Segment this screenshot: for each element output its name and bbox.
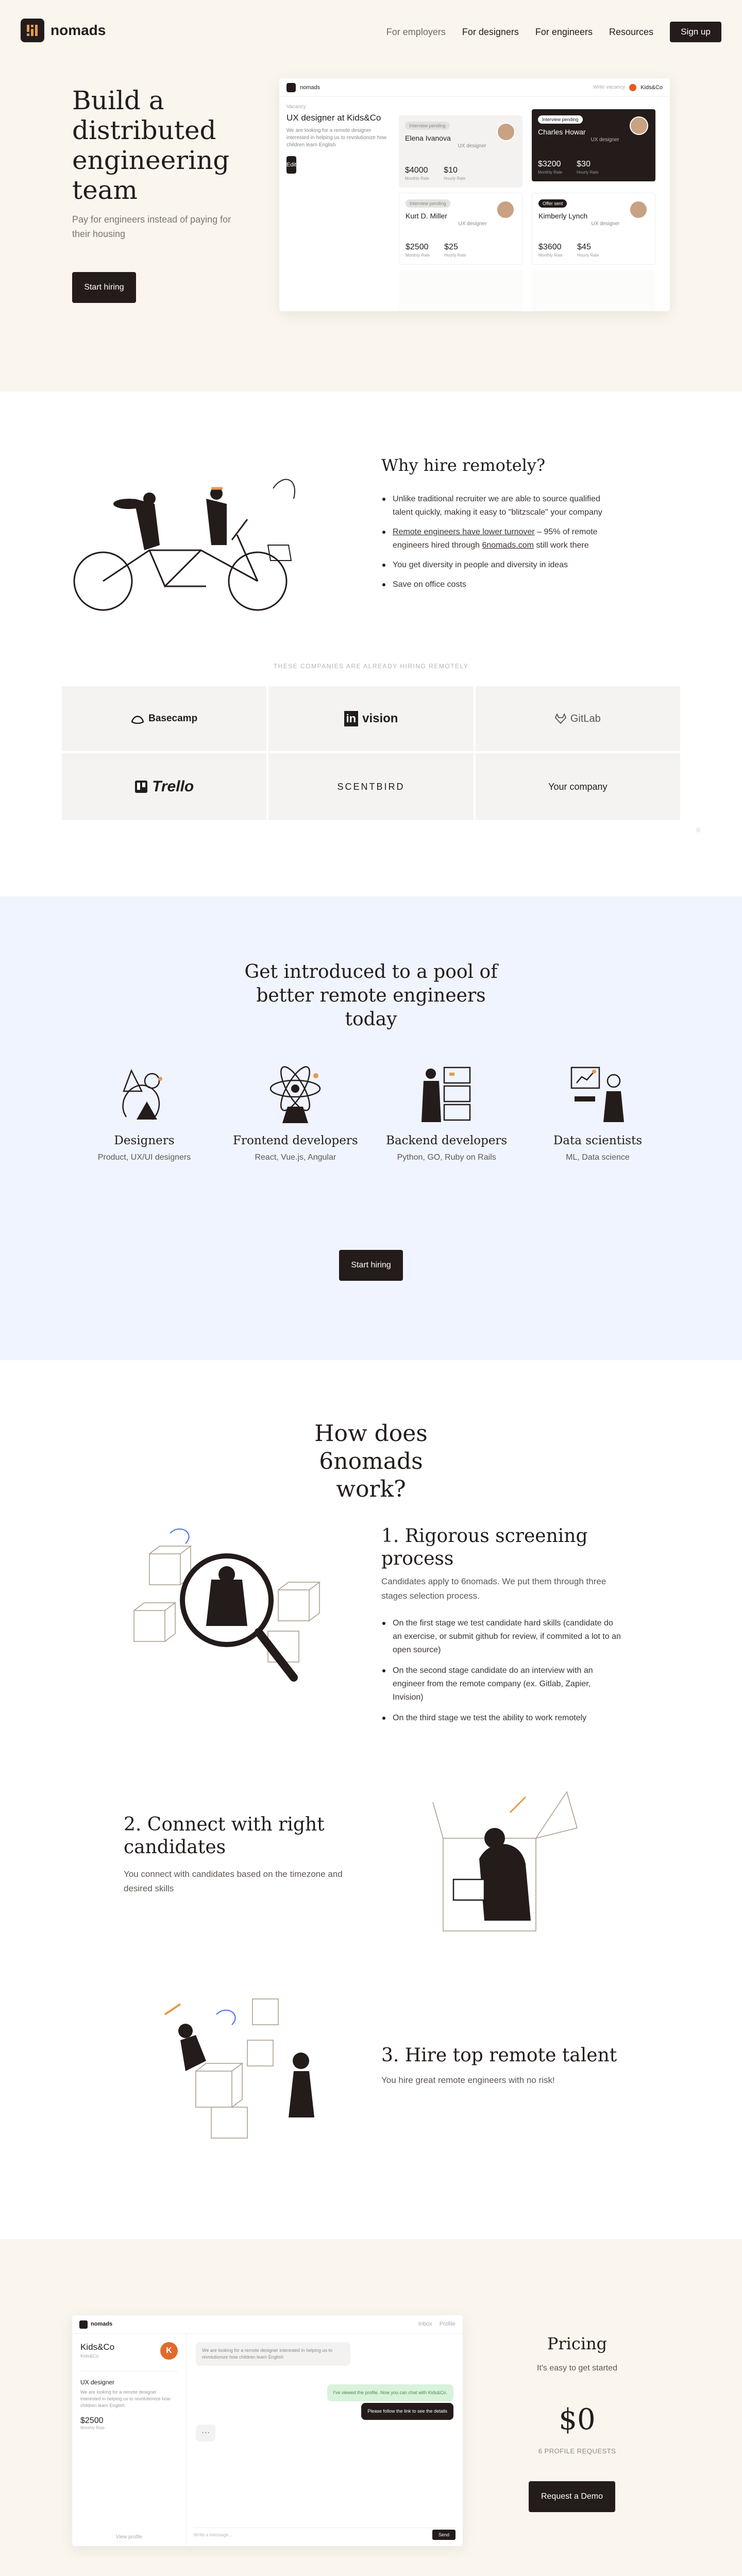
role-title: Frontend developers	[233, 1134, 358, 1147]
logo-mark-icon	[79, 2320, 88, 2329]
avatar	[496, 200, 515, 219]
logo-mark-icon	[21, 19, 44, 42]
tandem-bicycle-illustration	[72, 468, 309, 622]
tab-inbox[interactable]: Inbox	[418, 2321, 432, 2327]
hero-subtitle: Pay for engineers instead of paying for their housing	[72, 214, 231, 239]
role-frontend	[228, 1060, 362, 1162]
invision-logo	[268, 686, 473, 751]
step-1-item: On the first stage we test candidate hard skills (candidate do an exercise, or submit github for review, if commited a lot to an open source)	[381, 1617, 623, 1657]
avatar: K	[160, 2342, 178, 2360]
logo-text: nomads	[50, 22, 106, 38]
logo[interactable]	[21, 19, 106, 42]
decorative-dot	[696, 827, 701, 833]
company-subtitle: Kids&Co	[80, 2353, 99, 2359]
vacancy-panel	[286, 104, 390, 174]
your-company-label: Your company	[548, 781, 608, 792]
role-backend	[380, 1060, 514, 1162]
monthly-rate-label: Monthly Rate	[538, 253, 563, 258]
vacancy-title: UX designer at Kids&Co	[286, 113, 381, 123]
how-title: How does 6nomads work?	[314, 1420, 428, 1502]
monthly-rate: $2500	[406, 243, 429, 251]
why-item: Save on office costs	[381, 578, 613, 591]
gitlab-name: GitLab	[570, 713, 601, 724]
why-section	[0, 392, 742, 896]
why-item: You get diversity in people and diversity in ideas	[381, 558, 613, 572]
talent-pool-section	[0, 896, 742, 1360]
hero-section	[0, 0, 742, 392]
nav-for-designers[interactable]: For designers	[462, 26, 519, 37]
step-3-description: You hire great remote engineers with no risk!	[381, 2075, 555, 2085]
message-incoming: We are looking for a remote designer interested in helping us to revolutionize how children learn English	[196, 2342, 350, 2366]
view-profile-link[interactable]: View profile	[115, 2534, 143, 2540]
monthly-rate-label: Monthly Rate	[538, 170, 563, 175]
send-button[interactable]: Send	[432, 2530, 456, 2540]
role-data-scientists	[531, 1060, 665, 1162]
header	[21, 19, 721, 45]
role-list	[77, 1060, 665, 1162]
candidate-role: UX designer	[458, 143, 486, 149]
turnover-text: – 95% of remote engineers hired through	[393, 528, 598, 550]
role-designers	[77, 1060, 211, 1162]
chat-header	[72, 2315, 463, 2334]
frontend-illustration-icon	[262, 1060, 329, 1127]
status-badge: Interview pending	[406, 199, 450, 208]
why-item	[381, 526, 613, 552]
nav-for-employers[interactable]: For employers	[386, 26, 446, 37]
candidate-name: Kurt D. Miller	[406, 212, 447, 220]
step-1-description: Candidates apply to 6nomads. We put them through three stages selection process.	[381, 1577, 606, 1601]
6nomads-link[interactable]: 6nomads.com	[482, 541, 534, 550]
turnover-link[interactable]: Remote engineers have lower turnover	[393, 528, 535, 536]
candidate-card[interactable]	[399, 115, 522, 188]
avatar	[629, 200, 648, 219]
hourly-rate-label: Hourly Rate	[577, 170, 599, 175]
step-1-item: On the third stage we test the ability to work remotely	[381, 1711, 623, 1725]
scentbird-logo	[268, 753, 473, 820]
hero-title: Build a distributed engineering team	[72, 86, 230, 205]
job-rate-label: Monthly Rate	[80, 2426, 105, 2430]
your-company-tile[interactable]	[476, 753, 680, 820]
tab-profile[interactable]: Profile	[439, 2321, 456, 2327]
hourly-rate: $30	[577, 160, 591, 168]
pricing-section	[0, 2239, 742, 2576]
basecamp-name: Basecamp	[148, 713, 198, 724]
candidate-name: Elena Ivanova	[405, 134, 451, 142]
job-description: We are looking for a remote designer interested in helping us to revolutionize how children learn English	[80, 2389, 171, 2408]
write-vacancy-link[interactable]: Write vacancy	[593, 84, 626, 90]
connect-box-illustration	[423, 1782, 587, 1941]
step-1-list	[381, 1617, 623, 1732]
pricing-subtitle: It's easy to get started	[536, 2364, 618, 2372]
chat-sidebar	[72, 2334, 187, 2546]
basecamp-logo	[62, 686, 266, 751]
gitlab-logo	[476, 686, 680, 751]
trello-icon	[134, 780, 148, 793]
why-item: Unlike traditional recruiter we are able to source qualified talent quickly, making it easy to "blitzscale" your company	[381, 493, 613, 519]
status-badge: Offer sent	[538, 199, 567, 208]
account-name[interactable]: Kids&Co	[640, 84, 663, 91]
message-input[interactable]: Write a message...	[194, 2528, 456, 2541]
how-it-works-section	[0, 1360, 742, 2239]
turnover-suffix: still work there	[533, 541, 589, 550]
hourly-rate: $10	[444, 166, 458, 175]
candidate-card-faded	[532, 270, 655, 311]
pool-title: Get introduced to a pool of better remote engineers today	[244, 961, 498, 1030]
candidate-card[interactable]	[532, 193, 655, 265]
screening-magnifier-illustration	[124, 1523, 345, 1698]
role-subtitle: React, Vue.js, Angular	[255, 1153, 336, 1162]
why-list	[381, 493, 613, 598]
job-title: UX designer	[80, 2379, 115, 2386]
message-system: I've viewed the profile. Now you can chat with Kids&Co.	[327, 2384, 453, 2401]
nav-resources[interactable]: Resources	[609, 26, 653, 37]
chat-brand: nomads	[91, 2321, 113, 2327]
dashboard-topbar	[279, 78, 670, 97]
step-2-description: You connect with candidates based on the timezone and desired skills	[124, 1869, 343, 1893]
vacancy-description: We are looking for a remote designer interested in helping us to revolutionize how children learn English	[286, 128, 387, 148]
invision-name: vision	[362, 711, 398, 725]
candidate-name: Charles Howar	[538, 128, 586, 136]
hourly-rate-label: Hourly Rate	[577, 253, 599, 258]
logo-mark-icon	[286, 83, 296, 92]
monthly-rate: $3600	[538, 243, 562, 251]
candidate-role: UX designer	[458, 221, 487, 227]
step-1-item: On the second stage candidate do an interview with an engineer from the remote company (ex. Gitlab, Zapier, Invision)	[381, 1664, 623, 1704]
role-subtitle: Python, GO, Ruby on Rails	[397, 1153, 496, 1162]
role-title: Data scientists	[553, 1134, 643, 1147]
why-title: Why hire remotely?	[381, 455, 546, 475]
dashboard-brand: nomads	[300, 84, 321, 91]
step-1-title: 1. Rigorous screening process	[381, 1526, 588, 1569]
hourly-rate: $45	[577, 243, 591, 251]
start-hiring-button[interactable]: Start hiring	[339, 1250, 403, 1281]
trello-logo	[62, 753, 266, 820]
chat-thread	[187, 2334, 463, 2546]
scentbird-name: SCENTBIRD	[337, 782, 405, 792]
vacancy-label: Vacancy	[286, 104, 306, 110]
candidate-name: Kimberly Lynch	[538, 212, 588, 220]
avatar	[497, 123, 515, 141]
edit-button[interactable]: Edit	[286, 156, 296, 174]
dashboard-preview	[279, 78, 670, 311]
role-subtitle: Product, UX/UI designers	[97, 1153, 191, 1162]
data-scientist-illustration-icon	[564, 1060, 631, 1127]
candidate-card[interactable]	[399, 193, 522, 265]
price-value: $0	[559, 2403, 596, 2436]
gitlab-icon	[555, 714, 566, 724]
profile-requests: 6 PROFILE REQUESTS	[538, 2447, 616, 2455]
chat-preview	[72, 2315, 463, 2546]
role-title: Designers	[114, 1134, 175, 1147]
typing-indicator: • • •	[196, 2425, 215, 2442]
role-title: Backend developers	[386, 1134, 508, 1147]
request-demo-button[interactable]: Request a Demo	[529, 2481, 615, 2512]
status-badge: Interview pending	[405, 122, 450, 130]
candidate-card-faded	[399, 270, 522, 311]
trello-name: Trello	[152, 778, 194, 795]
avatar[interactable]	[629, 84, 636, 91]
hourly-rate-label: Hourly Rate	[444, 253, 466, 258]
main-nav	[386, 22, 721, 42]
role-subtitle: ML, Data science	[566, 1153, 630, 1162]
start-hiring-button[interactable]: Start hiring	[72, 272, 136, 303]
candidate-card-selected[interactable]	[532, 109, 655, 181]
designer-illustration-icon	[111, 1060, 178, 1127]
hourly-rate-label: Hourly Rate	[444, 176, 466, 181]
message-outgoing: Please follow the link to see the details	[361, 2403, 453, 2420]
signup-button[interactable]: Sign up	[670, 22, 721, 42]
pricing-title: Pricing	[547, 2334, 608, 2353]
job-rate: $2500	[80, 2416, 104, 2425]
step-3-title: 3. Hire top remote talent	[381, 2045, 617, 2066]
backend-illustration-icon	[413, 1060, 480, 1127]
monthly-rate: $3200	[538, 160, 561, 168]
candidate-role: UX designer	[591, 137, 619, 143]
companies-label: THESE COMPANIES ARE ALREADY HIRING REMOTELY	[273, 663, 469, 670]
candidate-role: UX designer	[591, 221, 620, 227]
avatar	[630, 116, 648, 135]
status-badge: Interview pending	[538, 115, 583, 124]
basecamp-icon	[131, 714, 144, 724]
invision-mark: in	[344, 711, 359, 726]
monthly-rate-label: Monthly Rate	[406, 253, 430, 258]
company-logos	[62, 686, 680, 820]
step-2-title: 2. Connect with right candidates	[124, 1814, 325, 1858]
company-name: Kids&Co	[80, 2342, 115, 2352]
monthly-rate: $4000	[405, 166, 428, 175]
nav-for-engineers[interactable]: For engineers	[535, 26, 593, 37]
hire-talent-illustration	[149, 1984, 335, 2154]
monthly-rate-label: Monthly Rate	[405, 176, 430, 181]
hourly-rate: $25	[444, 243, 458, 251]
